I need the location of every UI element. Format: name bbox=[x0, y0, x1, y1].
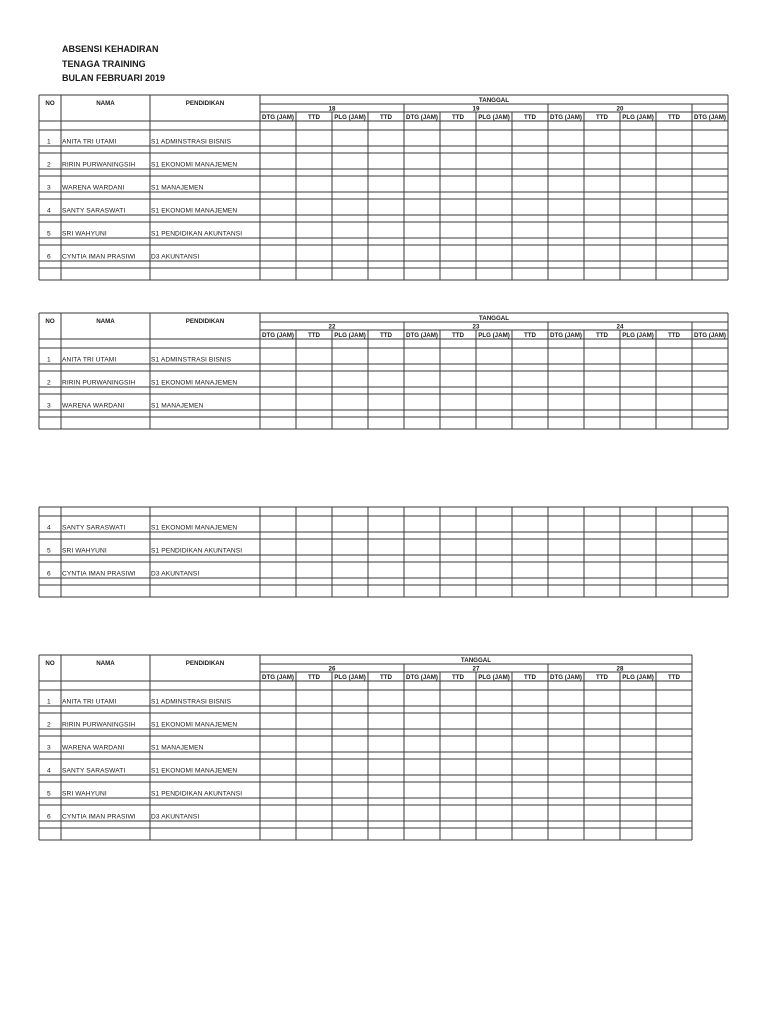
row-nama: ANITA TRI UTAMI bbox=[62, 698, 117, 706]
subheader-dtg: DTG (JAM) bbox=[694, 114, 726, 121]
subheader-ttd: TTD bbox=[307, 332, 321, 339]
header-nama: NAMA bbox=[96, 100, 115, 107]
subheader-plg: PLG (JAM) bbox=[622, 674, 654, 681]
row-pendidikan: D3 AKUNTANSI bbox=[151, 570, 200, 578]
row-nama: WARENA WARDANI bbox=[62, 744, 125, 752]
subheader-dtg: DTG (JAM) bbox=[262, 332, 294, 339]
row-no: 4 bbox=[47, 524, 51, 532]
subheader-dtg: DTG (JAM) bbox=[262, 674, 294, 681]
date-label: 20 bbox=[616, 105, 624, 113]
row-no: 4 bbox=[47, 207, 51, 215]
row-pendidikan: S1 MANAJEMEN bbox=[151, 184, 204, 192]
row-no: 6 bbox=[47, 813, 51, 821]
subheader-plg: PLG (JAM) bbox=[334, 332, 366, 339]
subheader-ttd: TTD bbox=[307, 674, 321, 681]
row-pendidikan: S1 EKONOMI MANAJEMEN bbox=[151, 161, 238, 169]
subheader-plg: PLG (JAM) bbox=[478, 114, 510, 121]
subheader-ttd: TTD bbox=[595, 674, 609, 681]
date-label: 24 bbox=[616, 323, 624, 331]
row-nama: RIRIN PURWANINGSIH bbox=[62, 721, 136, 729]
row-nama: SANTY SARASWATI bbox=[62, 767, 126, 775]
row-pendidikan: S1 PENDIDIKAN AKUNTANSI bbox=[151, 790, 243, 798]
subheader-ttd: TTD bbox=[451, 674, 465, 681]
row-pendidikan: S1 PENDIDIKAN AKUNTANSI bbox=[151, 547, 243, 555]
header-pendidikan: PENDIDIKAN bbox=[185, 100, 225, 107]
row-no: 1 bbox=[47, 356, 51, 364]
header-no: NO bbox=[45, 318, 55, 325]
subheader-dtg: DTG (JAM) bbox=[694, 332, 726, 339]
subheader-dtg: DTG (JAM) bbox=[262, 114, 294, 121]
subheader-plg: PLG (JAM) bbox=[622, 332, 654, 339]
subheader-dtg: DTG (JAM) bbox=[406, 114, 438, 121]
subheader-ttd: TTD bbox=[523, 332, 537, 339]
date-label: 19 bbox=[472, 105, 480, 113]
subheader-ttd: TTD bbox=[379, 114, 393, 121]
subheader-ttd: TTD bbox=[523, 674, 537, 681]
row-pendidikan: S1 MANAJEMEN bbox=[151, 744, 204, 752]
title-line-1: ABSENSI KEHADIRAN bbox=[62, 44, 159, 54]
row-pendidikan: S1 ADMINSTRASI BISNIS bbox=[151, 356, 232, 364]
row-nama: SRI WAHYUNI bbox=[62, 230, 107, 238]
row-pendidikan: S1 EKONOMI MANAJEMEN bbox=[151, 207, 238, 215]
subheader-plg: PLG (JAM) bbox=[334, 674, 366, 681]
date-label: 23 bbox=[472, 323, 480, 331]
row-pendidikan: S1 EKONOMI MANAJEMEN bbox=[151, 524, 238, 532]
row-pendidikan: S1 MANAJEMEN bbox=[151, 402, 204, 410]
subheader-dtg: DTG (JAM) bbox=[406, 332, 438, 339]
row-pendidikan: S1 PENDIDIKAN AKUNTANSI bbox=[151, 230, 243, 238]
row-pendidikan: S1 EKONOMI MANAJEMEN bbox=[151, 767, 238, 775]
row-no: 1 bbox=[47, 698, 51, 706]
date-label: 18 bbox=[328, 105, 336, 113]
row-nama: CYNTIA IMAN PRASIWI bbox=[62, 253, 136, 261]
date-label: 22 bbox=[328, 323, 336, 331]
row-no: 5 bbox=[47, 547, 51, 555]
date-label: 28 bbox=[616, 665, 624, 673]
subheader-ttd: TTD bbox=[379, 332, 393, 339]
row-nama: SRI WAHYUNI bbox=[62, 790, 107, 798]
row-pendidikan: S1 ADMINSTRASI BISNIS bbox=[151, 138, 232, 146]
row-nama: CYNTIA IMAN PRASIWI bbox=[62, 570, 136, 578]
subheader-plg: PLG (JAM) bbox=[478, 332, 510, 339]
header-nama: NAMA bbox=[96, 318, 115, 325]
subheader-dtg: DTG (JAM) bbox=[550, 332, 582, 339]
document-title bbox=[62, 42, 165, 86]
header-tanggal: TANGGAL bbox=[478, 315, 510, 322]
row-pendidikan: D3 AKUNTANSI bbox=[151, 253, 200, 261]
header-tanggal: TANGGAL bbox=[460, 657, 492, 664]
header-pendidikan: PENDIDIKAN bbox=[185, 318, 225, 325]
row-no: 1 bbox=[47, 138, 51, 146]
title-line-2: TENAGA TRAINING bbox=[62, 58, 146, 69]
title-line-3: BULAN FEBRUARI 2019 bbox=[62, 73, 166, 83]
subheader-plg: PLG (JAM) bbox=[334, 114, 366, 121]
row-no: 6 bbox=[47, 570, 51, 578]
row-no: 2 bbox=[47, 161, 51, 169]
subheader-dtg: DTG (JAM) bbox=[550, 674, 582, 681]
row-nama: WARENA WARDANI bbox=[62, 184, 125, 192]
row-no: 3 bbox=[47, 184, 51, 192]
subheader-ttd: TTD bbox=[379, 674, 393, 681]
subheader-ttd: TTD bbox=[451, 332, 465, 339]
header-tanggal: TANGGAL bbox=[478, 97, 510, 104]
row-no: 5 bbox=[47, 230, 51, 238]
subheader-ttd: TTD bbox=[667, 674, 681, 681]
row-nama: SANTY SARASWATI bbox=[62, 524, 126, 532]
date-label: 27 bbox=[472, 665, 480, 673]
row-no: 4 bbox=[47, 767, 51, 775]
row-no: 2 bbox=[47, 721, 51, 729]
subheader-dtg: DTG (JAM) bbox=[550, 114, 582, 121]
row-nama: WARENA WARDANI bbox=[62, 402, 125, 410]
header-pendidikan: PENDIDIKAN bbox=[185, 660, 225, 667]
subheader-ttd: TTD bbox=[523, 114, 537, 121]
subheader-dtg: DTG (JAM) bbox=[406, 674, 438, 681]
row-nama: SRI WAHYUNI bbox=[62, 547, 107, 555]
row-no: 3 bbox=[47, 402, 51, 410]
row-pendidikan: S1 ADMINSTRASI BISNIS bbox=[151, 698, 232, 706]
row-nama: SANTY SARASWATI bbox=[62, 207, 126, 215]
row-nama: ANITA TRI UTAMI bbox=[62, 138, 117, 146]
subheader-ttd: TTD bbox=[667, 332, 681, 339]
header-no: NO bbox=[45, 660, 55, 667]
row-no: 2 bbox=[47, 379, 51, 387]
header-no: NO bbox=[45, 100, 55, 107]
subheader-ttd: TTD bbox=[667, 114, 681, 121]
date-label: 26 bbox=[328, 665, 336, 673]
subheader-plg: PLG (JAM) bbox=[622, 114, 654, 121]
row-nama: ANITA TRI UTAMI bbox=[62, 356, 117, 364]
row-pendidikan: D3 AKUNTANSI bbox=[151, 813, 200, 821]
subheader-ttd: TTD bbox=[451, 114, 465, 121]
row-nama: RIRIN PURWANINGSIH bbox=[62, 161, 136, 169]
row-no: 5 bbox=[47, 790, 51, 798]
subheader-ttd: TTD bbox=[595, 114, 609, 121]
subheader-ttd: TTD bbox=[307, 114, 321, 121]
row-no: 6 bbox=[47, 253, 51, 261]
subheader-ttd: TTD bbox=[595, 332, 609, 339]
row-pendidikan: S1 EKONOMI MANAJEMEN bbox=[151, 379, 238, 387]
row-nama: RIRIN PURWANINGSIH bbox=[62, 379, 136, 387]
subheader-plg: PLG (JAM) bbox=[478, 674, 510, 681]
row-no: 3 bbox=[47, 744, 51, 752]
header-nama: NAMA bbox=[96, 660, 115, 667]
row-nama: CYNTIA IMAN PRASIWI bbox=[62, 813, 136, 821]
row-pendidikan: S1 EKONOMI MANAJEMEN bbox=[151, 721, 238, 729]
